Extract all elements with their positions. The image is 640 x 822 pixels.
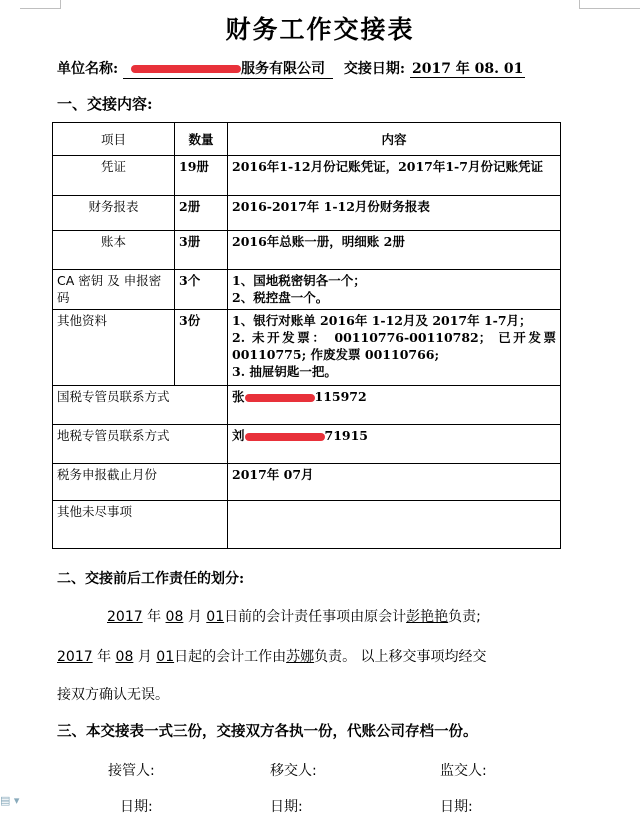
header-qty: 数量 [175,123,228,156]
section-1-heading: 一、交接内容: [57,95,153,113]
supervisor-label: 监交人: [440,763,487,779]
row-item: 财务报表 [53,196,175,231]
contact-phone: 71915 [324,428,369,443]
unit-name-label: 单位名称: [57,61,119,77]
redaction-mark [131,65,241,73]
text: 日起的会计工作由 [174,649,287,665]
former-accountant-name: 彭艳艳 [406,609,449,625]
content-line: 1、银行对账单 2016年 1-12月及 2017年 1-7月； [232,313,532,328]
row-content: 2016年1-12月份记账凭证，2017年1-7月份记账凭证 [228,156,561,196]
row-content: 2016年总账一册，明细账 2册 [228,231,561,270]
content-line: 3. 抽屉钥匙一把。 [232,364,337,379]
section-2-heading: 二、交接前后工作责任的划分: [57,571,245,587]
row-qty: 3个 [175,270,228,310]
content-line: 1、国地税密钥各一个； [232,273,366,288]
text: 年 [97,649,112,665]
table-row [53,231,561,270]
transferor-label: 移交人: [270,763,317,779]
row-content [228,425,561,464]
table-row [53,425,561,464]
handover-date-value: 2017 年 08. 01 [411,61,524,77]
contact-name: 张 [232,389,245,404]
text: 负责; [448,609,481,625]
table-row [53,196,561,231]
table-row [53,464,561,501]
new-accountant-name: 苏娜 [286,649,315,665]
receiver-label: 接管人: [108,763,155,779]
row-item: 凭证 [53,156,175,196]
text: 日前的会计责任事项由原会计 [224,609,407,625]
document-title: 财务工作交接表 [225,15,415,44]
row-content [228,270,561,310]
date-year: 2017 [107,609,143,625]
contact-name: 刘 [232,428,245,443]
handover-table [52,122,561,549]
table-row [53,386,561,425]
table-header-row [53,123,561,156]
transferor-date-label: 日期: [270,799,303,815]
row-item: 其他资料 [53,310,175,386]
header-content: 内容 [228,123,561,156]
text: 月 [137,649,152,665]
contact-phone: 115972 [314,389,367,404]
row-item: CA 密钥 及 申报密码 [53,270,175,310]
row-item: 税务申报截止月份 [53,464,228,501]
row-content [228,386,561,425]
company-name [123,58,333,79]
row-item: 国税专管员联系方式 [53,386,228,425]
row-content [228,310,561,386]
section-3-heading: 三、本交接表一式三份，交接双方各执一份，代账公司存档一份。 [57,723,478,740]
redaction-mark [245,394,315,402]
responsibility-paragraph-1 [107,606,481,626]
document-icon: ▤ ▾ [0,794,20,807]
row-qty: 3册 [175,231,228,270]
date-month: 08 [115,649,134,665]
row-content [228,501,561,549]
date-year: 2017 [57,649,93,665]
table-row [53,501,561,549]
table-row [53,156,561,196]
row-qty: 3份 [175,310,228,386]
content-line: 2. 未开发票： 00110776-00110782； 已开发票 00110775; 作废发票 00110766; [232,330,556,362]
row-item: 账本 [53,231,175,270]
date-day: 01 [156,649,175,665]
redaction-mark [245,433,325,441]
date-day: 01 [206,609,225,625]
row-content: 2016-2017年 1-12月份财务报表 [228,196,561,231]
text: 负责。 以上移交事项均经交 [314,649,487,665]
date-month: 08 [165,609,184,625]
header-row [57,58,525,79]
row-qty: 19册 [175,156,228,196]
handover-date-label: 交接日期: [343,61,406,77]
company-suffix: 服务有限公司 [241,61,326,77]
responsibility-paragraph-2 [57,646,487,666]
table-row [53,270,561,310]
row-item: 其他未尽事项 [53,501,228,549]
page-corner-mark-left [20,0,61,9]
page-corner-mark-right [579,0,640,9]
responsibility-paragraph-3: 接双方确认无误。 [57,687,169,703]
row-qty: 2册 [175,196,228,231]
table-row [53,310,561,386]
text: 月 [187,609,202,625]
text: 年 [147,609,162,625]
content-line: 2、税控盘一个。 [232,290,329,305]
header-item: 项目 [53,123,175,156]
receiver-date-label: 日期: [120,799,153,815]
row-content: 2017年 07月 [228,464,561,501]
row-item: 地税专管员联系方式 [53,425,228,464]
supervisor-date-label: 日期: [440,799,473,815]
